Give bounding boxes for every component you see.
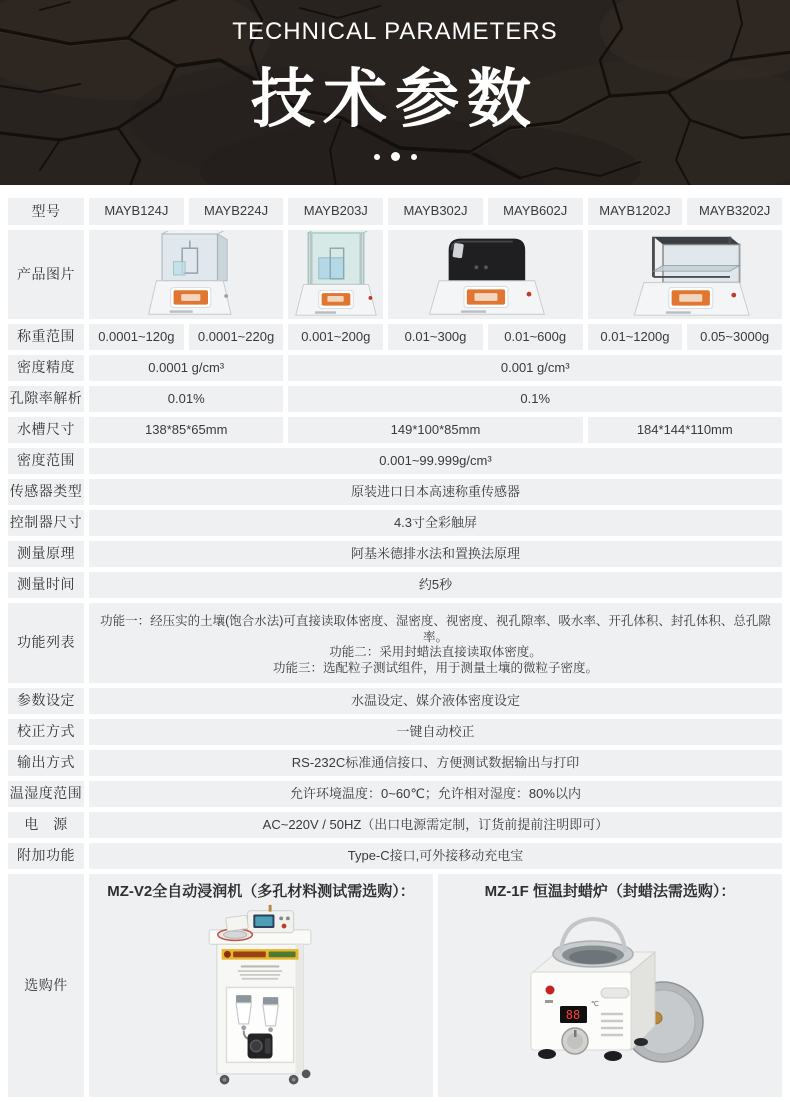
spec-value: AC~220V / 50HZ（出口电源需定制，订货前提前注明即可） xyxy=(89,812,782,838)
spec-value: 原装进口日本高速称重传感器 xyxy=(89,479,782,505)
function-line: 功能三：选配粒子测试组件，用于测量土壤的微粒子密度。 xyxy=(272,660,598,675)
row-label: 传感器类型 xyxy=(8,479,84,505)
model-name: MAYB3202J xyxy=(687,198,782,225)
row-label: 控制器尺寸 xyxy=(8,510,84,536)
function-line: 功能二：采用封蜡法直接读取体密度。 xyxy=(329,645,542,660)
table-row-porosity-resolution xyxy=(8,386,782,412)
spec-value: 一键自动校正 xyxy=(89,719,782,745)
spec-value: 0.01~600g xyxy=(488,324,583,350)
black-hood-density-meter-icon xyxy=(390,231,580,319)
product-image-balance-green-glass xyxy=(288,230,383,319)
wireframe-chamber-density-meter-icon xyxy=(590,231,780,319)
spec-value: Type-C接口,可外接移动充电宝 xyxy=(89,843,782,869)
row-label: 孔隙率解析 xyxy=(8,386,84,412)
spec-value: 0.01% xyxy=(89,386,283,412)
table-row-extra-function xyxy=(8,843,782,869)
table-row-model xyxy=(8,198,782,225)
soaker-machine-image xyxy=(89,902,433,1097)
spec-value: 0.01~1200g xyxy=(588,324,683,350)
spec-value: 0.001~200g xyxy=(288,324,383,350)
row-label: 水槽尺寸 xyxy=(8,417,84,443)
spec-value: 0.01~300g xyxy=(388,324,483,350)
spec-value: RS-232C标准通信接口、方便测试数据输出与打印 xyxy=(89,750,782,776)
row-label: 附加功能 xyxy=(8,843,84,869)
spec-value: 允许环境温度：0~60℃；允许相对湿度：80%以内 xyxy=(89,781,782,807)
spec-value: 149*100*85mm xyxy=(288,417,582,443)
table-row-measuring-principle xyxy=(8,541,782,567)
row-label: 参数设定 xyxy=(8,688,84,714)
spec-value: 138*85*65mm xyxy=(89,417,283,443)
product-image-wireframe-tester xyxy=(588,230,782,319)
optional-item-caption: MZ-V2全自动浸润机（多孔材料测试需选购）： xyxy=(107,883,415,900)
row-label: 称重范围 xyxy=(8,324,84,350)
spec-value: 0.001 g/cm³ xyxy=(288,355,782,381)
wax-furnace-image xyxy=(438,902,782,1097)
hero-banner xyxy=(0,0,790,185)
table-row-density-range xyxy=(8,448,782,474)
product-image-black-hood-tester xyxy=(388,230,582,319)
table-row-optional-accessories xyxy=(8,874,782,1097)
row-label: 输出方式 xyxy=(8,750,84,776)
spec-value: 0.1% xyxy=(288,386,782,412)
product-image-balance-glass xyxy=(89,230,283,319)
model-name: MAYB203J xyxy=(288,198,383,225)
spec-value: 约5秒 xyxy=(89,572,782,598)
row-label: 型号 xyxy=(8,198,84,225)
spec-value: 0.0001 g/cm³ xyxy=(89,355,283,381)
svg-text:℃: ℃ xyxy=(591,1001,599,1009)
row-label: 电 源 xyxy=(8,812,84,838)
spec-value: 0.0001~120g xyxy=(89,324,184,350)
row-label: 测量原理 xyxy=(8,541,84,567)
row-label: 功能列表 xyxy=(8,603,84,683)
row-label: 温湿度范围 xyxy=(8,781,84,807)
table-row-parameter-setting xyxy=(8,688,782,714)
row-label: 测量时间 xyxy=(8,572,84,598)
svg-text:88: 88 xyxy=(565,1008,581,1023)
row-label: 产品图片 xyxy=(8,230,84,319)
spec-value: 水温设定、媒介液体密度设定 xyxy=(89,688,782,714)
table-row-function-list xyxy=(8,603,782,683)
hero-subtitle: TECHNICAL PARAMETERS xyxy=(232,18,558,45)
page-title: 技术参数 xyxy=(251,63,539,135)
wax-furnace-icon xyxy=(505,914,715,1084)
spec-table xyxy=(8,198,782,1097)
spec-value: 184*144*110mm xyxy=(588,417,782,443)
table-row-sensor-type xyxy=(8,479,782,505)
spec-value: 4.3寸全彩触屏 xyxy=(89,510,782,536)
soaker-machine-icon xyxy=(185,903,337,1095)
model-name: MAYB1202J xyxy=(588,198,683,225)
row-label: 密度范围 xyxy=(8,448,84,474)
spec-value: 阿基米德排水法和置换法原理 xyxy=(89,541,782,567)
table-row-density-precision xyxy=(8,355,782,381)
function-line: 功能一：经压实的土壤(饱合水法)可直接读取体密度、湿密度、视密度、视孔隙率、吸水率、开孔体积、封孔体积、总孔隙率。 xyxy=(100,614,771,644)
row-label: 校正方式 xyxy=(8,719,84,745)
function-list-cell xyxy=(89,603,782,683)
green-glass-balance-icon xyxy=(290,231,382,319)
optional-item-caption: MZ-1F 恒温封蜡炉（封蜡法需选购）： xyxy=(484,883,736,900)
table-row-controller-size xyxy=(8,510,782,536)
optional-item-wax-furnace xyxy=(438,874,782,1097)
table-row-measuring-time xyxy=(8,572,782,598)
decorative-dots xyxy=(0,152,790,161)
row-label: 选购件 xyxy=(8,874,84,1097)
spec-value: 0.05~3000g xyxy=(687,324,782,350)
table-row-temp-humidity xyxy=(8,781,782,807)
spec-value: 0.0001~220g xyxy=(189,324,284,350)
model-name: MAYB302J xyxy=(388,198,483,225)
table-row-calibration xyxy=(8,719,782,745)
table-row-product-images xyxy=(8,230,782,319)
model-name: MAYB224J xyxy=(189,198,284,225)
optional-item-soaker xyxy=(89,874,433,1097)
table-row-weighing-range xyxy=(8,324,782,350)
table-row-tank-size xyxy=(8,417,782,443)
row-label: 密度精度 xyxy=(8,355,84,381)
model-name: MAYB124J xyxy=(89,198,184,225)
model-name: MAYB602J xyxy=(488,198,583,225)
table-row-power xyxy=(8,812,782,838)
spec-value: 0.001~99.999g/cm³ xyxy=(89,448,782,474)
analytical-balance-icon xyxy=(111,231,261,319)
table-row-output xyxy=(8,750,782,776)
